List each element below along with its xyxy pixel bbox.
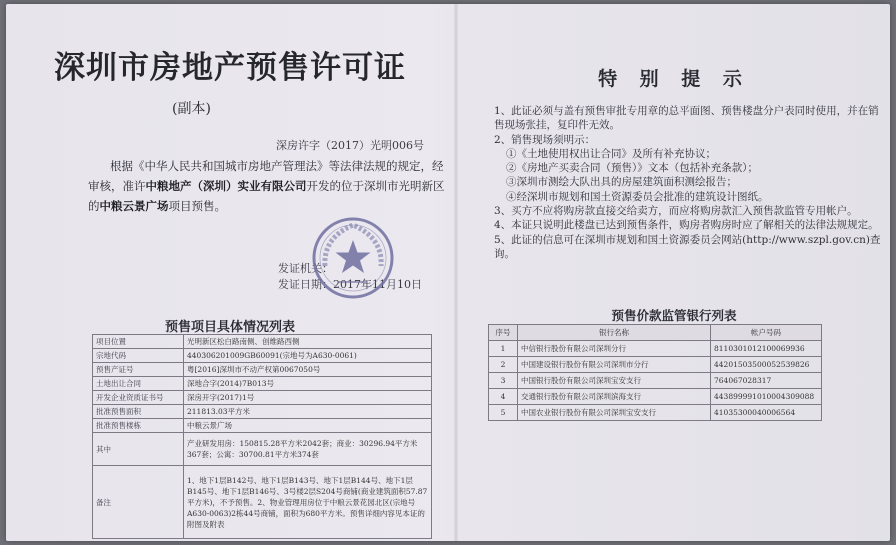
row-value: 产业研发用房：150815.28平方米2042套；商业：30296.94平方米367套；公寓：30700.81平方米374套 bbox=[184, 433, 432, 466]
copy-label: (副本) bbox=[172, 101, 211, 117]
intro-text-1: 根据《中华人民共和国城市房地产管理法》等法律法规的规定，经审核，准许 bbox=[88, 159, 444, 193]
left-page bbox=[6, 4, 454, 541]
table-row bbox=[93, 391, 432, 405]
row-key: 项目位置 bbox=[93, 335, 184, 349]
notice-item: 1、此证必须与盖有预售审批专用章的总平面图、预售楼盘分户表同时使用，并在销售现场张挂，复印件无效。 bbox=[494, 105, 879, 132]
bank-account: 44201503500052539826 bbox=[711, 357, 822, 373]
table-row bbox=[489, 341, 822, 357]
right-page bbox=[458, 4, 890, 541]
bank-index: 1 bbox=[489, 341, 518, 357]
special-notice-title: 特 别 提 示 bbox=[598, 68, 750, 90]
notice-subitem: ①《土地使用权出让合同》及所有补充协议； bbox=[506, 147, 716, 160]
notice-item: 5、此证的信息可在深圳市规划和国土资源委员会网站(http://www.szpl.gov.cn)查询。 bbox=[494, 233, 881, 260]
notice-item: 3、买方不应将购房款直接交给卖方，而应将购房款汇入预售款监管专用帐户。 bbox=[494, 205, 858, 218]
bank-name: 中国建设银行股份有限公司深圳市分行 bbox=[518, 357, 711, 373]
table-row bbox=[93, 349, 432, 363]
notice-subitem: ④经深圳市规划和国土资源委员会批准的建筑设计图纸。 bbox=[506, 190, 769, 203]
row-value: 1、地下1层B142号、地下1层B143号、地下1层B144号、地下1层B145号、地下1层B146号、3号楼2层S204号商铺(商业建筑面积57.87平方米)，不予预售。2、物业管理用房位于中粮云景花园北区(宗地号A630-0063)2栋44号商铺，面积为680平方米。预售详细内容见本证的附图及附表 bbox=[184, 466, 432, 539]
header-bank-name: 银行名称 bbox=[518, 325, 711, 341]
row-key: 批准预售面积 bbox=[93, 405, 184, 419]
issuer-label: 发证机关： bbox=[278, 262, 333, 275]
row-key: 预售产证号 bbox=[93, 363, 184, 377]
notice-item: 2、销售现场须明示： bbox=[494, 133, 596, 146]
bank-name: 中信银行股份有限公司深圳分行 bbox=[518, 341, 711, 357]
bank-name: 中国农业银行股份有限公司深圳宝安支行 bbox=[518, 405, 711, 421]
row-value: 211813.03平方米 bbox=[184, 405, 432, 419]
table-row bbox=[489, 389, 822, 405]
header-account: 帐户号码 bbox=[711, 325, 822, 341]
bank-table-title: 预售价款监管银行列表 bbox=[611, 308, 737, 323]
bank-account: 764067028317 bbox=[711, 373, 822, 389]
row-key: 备注 bbox=[93, 466, 184, 539]
bank-index: 2 bbox=[489, 357, 518, 373]
issue-date: 发证日期：2017年11月10日 bbox=[278, 278, 422, 291]
row-value: 中粮云景广场 bbox=[184, 419, 432, 433]
table-row bbox=[489, 373, 822, 389]
notice-item: 4、本证只说明此楼盘已达到预售条件，购房者购房时应了解相关的法律法规规定。 bbox=[494, 219, 879, 232]
intro-text-2: 开发的位于深圳市光明新区的 bbox=[88, 179, 445, 213]
bank-index: 4 bbox=[489, 389, 518, 405]
table-row bbox=[93, 363, 432, 377]
row-value: 440306201009GB60091(宗地号为A630-0061) bbox=[184, 349, 432, 363]
notice-list bbox=[494, 104, 882, 261]
row-value: 粤[2016]深圳市不动产权第0067050号 bbox=[184, 363, 432, 377]
row-key: 其中 bbox=[93, 433, 184, 466]
notice-subitem: ③深圳市测绘大队出具的房屋建筑面积测绘报告； bbox=[506, 176, 737, 189]
intro-text-3: 项目预售。 bbox=[168, 199, 226, 213]
bank-index: 3 bbox=[489, 373, 518, 389]
notice-subitem: ②《房地产买卖合同（预售）》文本（包括补充条款）； bbox=[506, 162, 758, 175]
row-key: 开发企业资质证书号 bbox=[93, 391, 184, 405]
table-row bbox=[93, 377, 432, 391]
bank-account: 8110301012100069936 bbox=[711, 341, 822, 357]
developer-name: 中粮地产（深圳）实业有限公司 bbox=[145, 179, 307, 193]
table-row bbox=[489, 405, 822, 421]
table-row bbox=[93, 419, 432, 433]
row-key: 土地出让合同 bbox=[93, 377, 184, 391]
bank-account: 41035300040006564 bbox=[711, 405, 822, 421]
project-table-title: 预售项目具体情况列表 bbox=[164, 320, 295, 335]
table-header-row bbox=[489, 325, 822, 341]
header-index: 序号 bbox=[489, 325, 518, 341]
table-row bbox=[93, 466, 432, 539]
certificate-sheet bbox=[6, 4, 890, 541]
row-value: 深房开字(2017)1号 bbox=[184, 391, 432, 405]
table-row bbox=[489, 357, 822, 373]
row-key: 宗地代码 bbox=[93, 349, 184, 363]
bank-account: 443899991010004309088 bbox=[711, 389, 822, 405]
bank-table bbox=[488, 324, 822, 421]
table-row bbox=[93, 405, 432, 419]
permit-number: 深房许字（2017）光明006号 bbox=[276, 139, 424, 152]
project-table bbox=[92, 334, 432, 539]
table-row bbox=[93, 433, 432, 466]
project-name: 中粮云景广场 bbox=[99, 199, 169, 213]
row-key: 批准预售楼栋 bbox=[93, 419, 184, 433]
bank-name: 交通银行股份有限公司深圳滨海支行 bbox=[518, 389, 711, 405]
row-value: 深地合字(2014)7B013号 bbox=[184, 377, 432, 391]
intro-paragraph bbox=[88, 156, 448, 216]
official-seal-icon bbox=[311, 216, 395, 300]
certificate-title: 深圳市房地产预售许可证 bbox=[54, 50, 406, 86]
bank-name: 中国银行股份有限公司深圳宝安支行 bbox=[518, 373, 711, 389]
row-value: 光明新区松白路南侧、创维路西侧 bbox=[184, 335, 432, 349]
bank-index: 5 bbox=[489, 405, 518, 421]
table-row bbox=[93, 335, 432, 349]
